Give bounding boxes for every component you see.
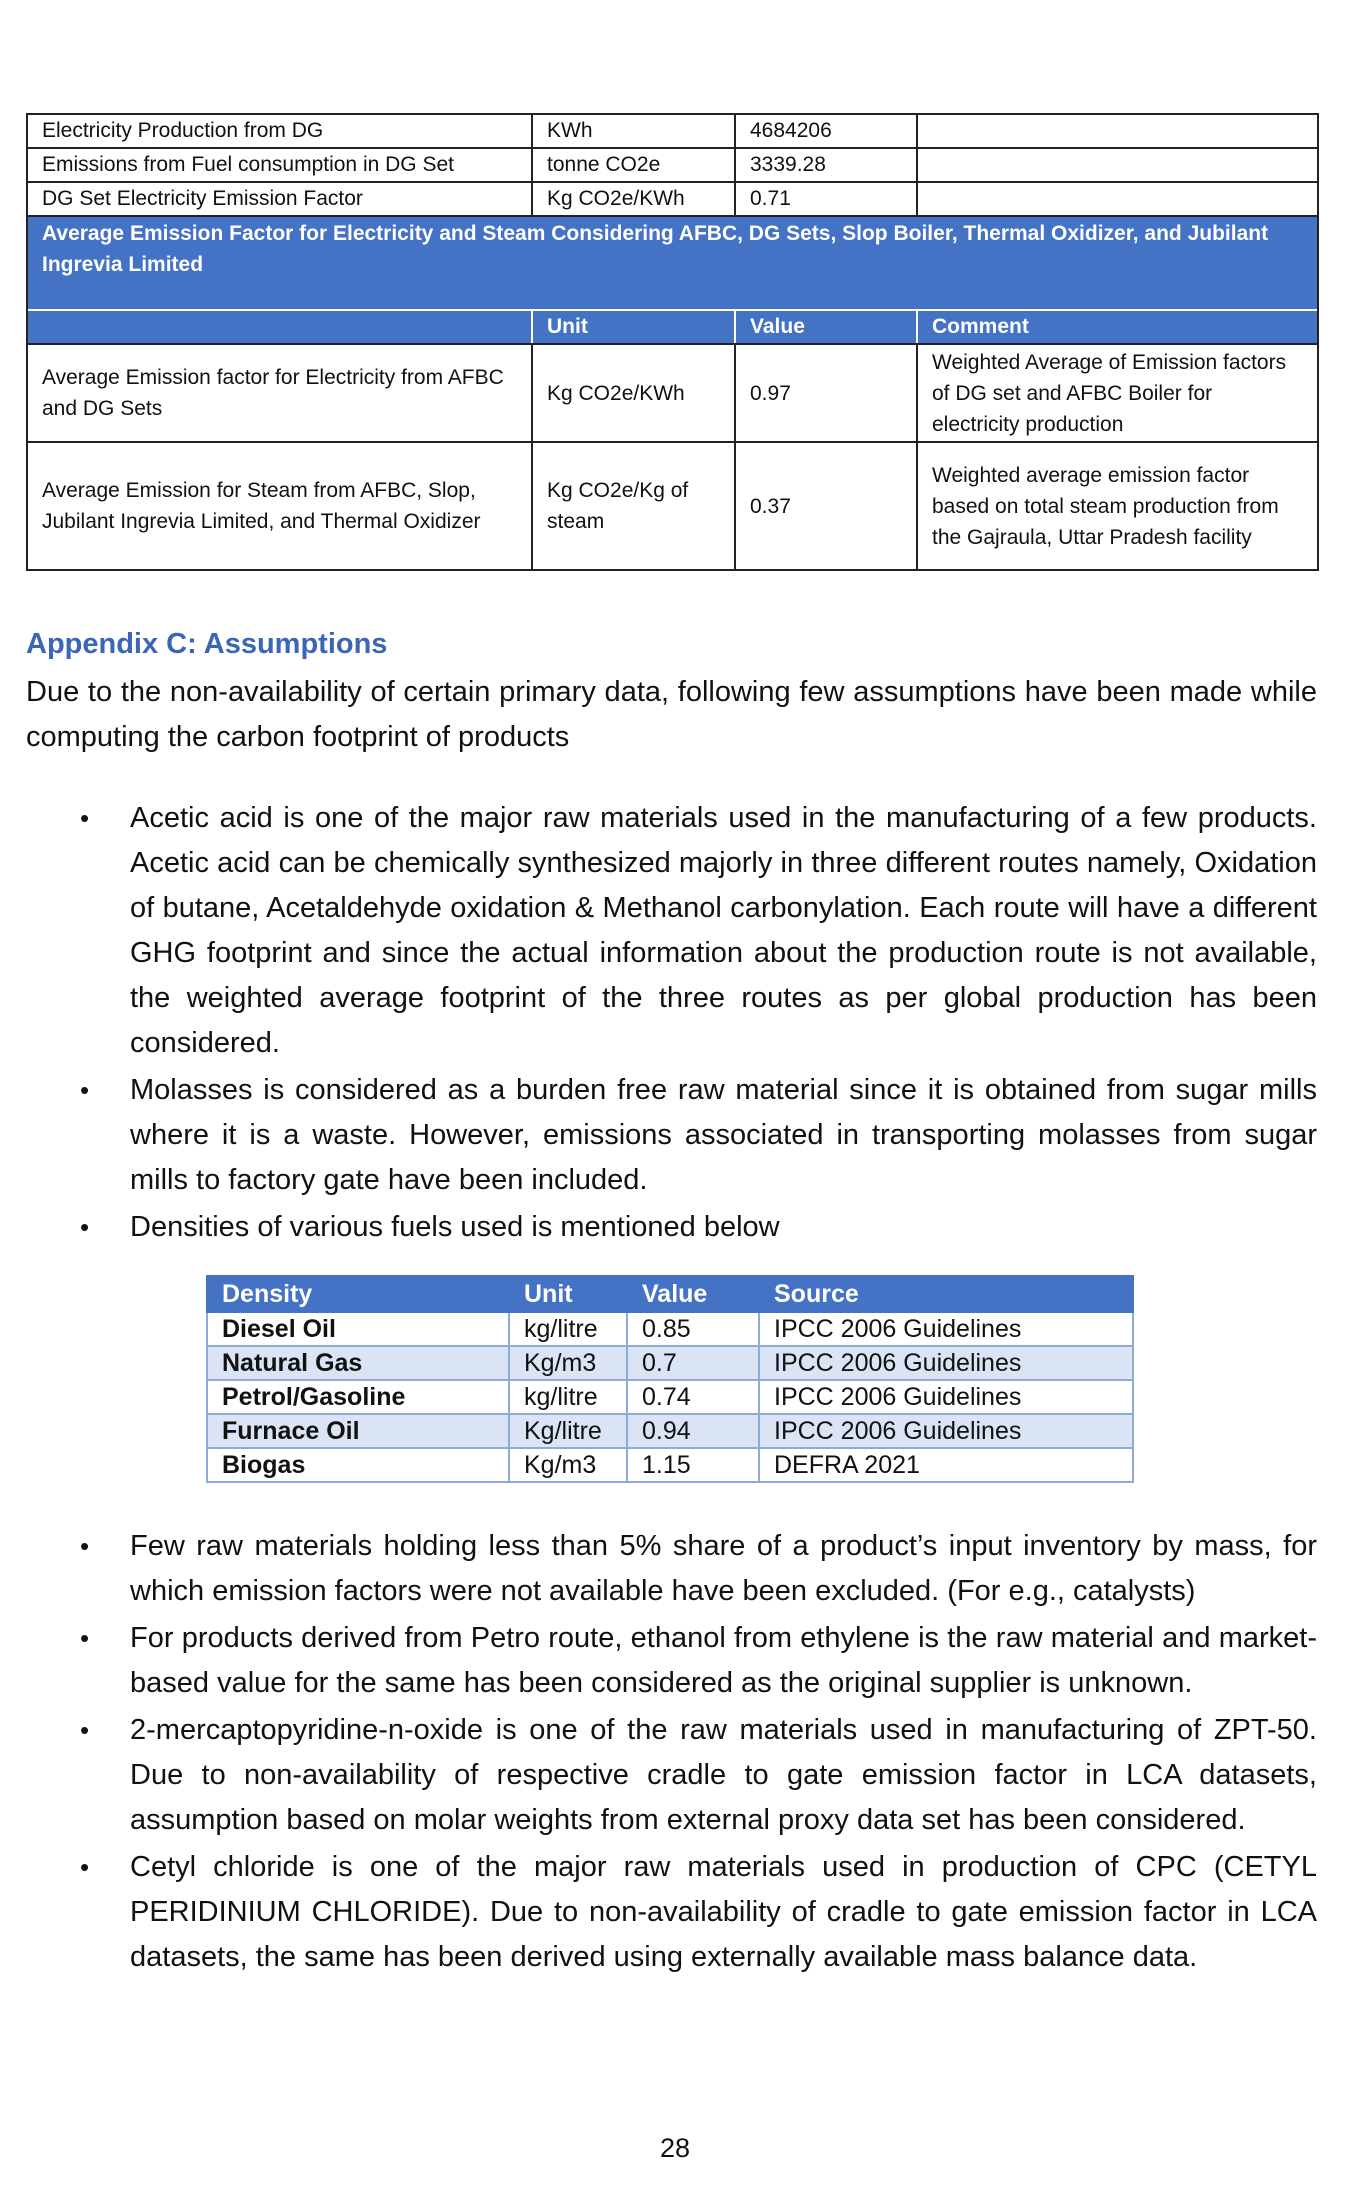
row-comment: Weighted Average of Emission factors of DG set and AFBC Boiler for electricity production [917,344,1318,442]
bullet-icon: • [80,1531,90,1561]
row-value: 0.37 [735,442,917,570]
fuel-source: DEFRA 2021 [759,1448,1133,1482]
fuel-unit: Kg/m3 [509,1346,627,1380]
row-label: Average Emission for Steam from AFBC, Slop, Jubilant Ingrevia Limited, and Thermal Oxidizer [27,442,532,570]
list-item [26,1068,1317,1203]
section-title: Average Emission Factor for Electricity and Steam Considering AFBC, DG Sets, Slop Boiler, Thermal Oxidizer, and Jubilant Ingrevia Limited [27,216,1318,310]
row-comment: Weighted average emission factor based on total steam production from the Gajraula, Uttar Pradesh facility [917,442,1318,570]
fuel-unit: kg/litre [509,1312,627,1346]
list-item-text: Acetic acid is one of the major raw materials used in the manufacturing of a few products. Acetic acid can be chemically synthesized majorly in three different routes namely, Oxidation of butane, Acetaldehyde oxidation & Methanol carbonylation. Each route will have a different GHG footprint and since the actual information about the production route is not available, the weighted average footprint of the three routes as per global production has been considered. [130,802,1317,1059]
row-unit: Kg CO2e/KWh [532,182,735,216]
bullet-icon: • [80,803,90,833]
bullet-icon: • [80,1075,90,1105]
header-value: Value [735,310,917,344]
fuel-value: 0.94 [627,1414,759,1448]
table-row [27,442,1318,570]
fuel-source: IPCC 2006 Guidelines [759,1346,1133,1380]
bullet-icon: • [80,1212,90,1242]
list-item [26,1845,1317,1980]
section-title-row [27,216,1318,310]
row-unit: Kg CO2e/KWh [532,344,735,442]
fuel-unit: kg/litre [509,1380,627,1414]
header-unit: Unit [532,310,735,344]
list-item-text: Densities of various fuels used is mentioned below [130,1211,780,1243]
row-value: 4684206 [735,114,917,148]
row-unit: tonne CO2e [532,148,735,182]
list-item [26,1524,1317,1614]
row-value: 3339.28 [735,148,917,182]
list-item-text: For products derived from Petro route, ethanol from ethylene is the raw material and market-based value for the same has been considered as the original supplier is unknown. [130,1622,1317,1699]
row-comment [917,148,1318,182]
table-row [27,148,1318,182]
row-label: Electricity Production from DG [27,114,532,148]
fuel-name: Natural Gas [207,1346,509,1380]
fuel-value: 0.85 [627,1312,759,1346]
fuel-unit: Kg/m3 [509,1448,627,1482]
density-header-row [207,1276,1133,1312]
header-value: Value [627,1276,759,1312]
table-row [27,344,1318,442]
header-comment: Comment [917,310,1318,344]
fuel-source: IPCC 2006 Guidelines [759,1380,1133,1414]
fuel-unit: Kg/litre [509,1414,627,1448]
fuel-name: Petrol/Gasoline [207,1380,509,1414]
table-row [207,1346,1133,1380]
list-item-text: Few raw materials holding less than 5% share of a product’s input inventory by mass, for which emission factors were not available have been excluded. (For e.g., catalysts) [130,1530,1317,1607]
table-row [27,114,1318,148]
fuel-value: 1.15 [627,1448,759,1482]
appendix-intro: Due to the non-availability of certain primary data, following few assumptions have been made while computing the carbon footprint of products [26,676,1317,753]
row-comment [917,182,1318,216]
table-row [207,1448,1133,1482]
fuel-value: 0.7 [627,1346,759,1380]
density-table [206,1275,1134,1483]
table-row [207,1380,1133,1414]
table-row [207,1414,1133,1448]
row-comment [917,114,1318,148]
list-item [26,1708,1317,1843]
list-item [26,796,1317,1066]
appendix-heading: Appendix C: Assumptions [26,628,388,660]
list-item [26,1205,1317,1250]
list-item-text: Cetyl chloride is one of the major raw materials used in production of CPC (CETYL PERIDINIUM CHLORIDE). Due to non-availability of cradle to gate emission factor in LCA datasets, the same has been derived using externally available mass balance data. [130,1851,1317,1973]
list-item-text: 2-mercaptopyridine-n-oxide is one of the raw materials used in manufacturing of ZPT-50. Due to non-availability of respective cradle to gate emission factor in LCA datasets, assumption based on molar weights from external proxy data set has been considered. [130,1714,1317,1836]
table-row [27,182,1318,216]
assumptions-list-continued [26,1524,1317,1982]
row-unit: KWh [532,114,735,148]
header-unit: Unit [509,1276,627,1312]
fuel-value: 0.74 [627,1380,759,1414]
bullet-icon: • [80,1623,90,1653]
fuel-name: Furnace Oil [207,1414,509,1448]
assumptions-list [26,796,1317,1252]
bullet-icon: • [80,1852,90,1882]
row-value: 0.97 [735,344,917,442]
fuel-name: Diesel Oil [207,1312,509,1346]
row-value: 0.71 [735,182,917,216]
header-source: Source [759,1276,1133,1312]
bullet-icon: • [80,1715,90,1745]
table-row [207,1312,1133,1346]
list-item [26,1616,1317,1706]
fuel-source: IPCC 2006 Guidelines [759,1312,1133,1346]
header-density: Density [207,1276,509,1312]
row-label: Emissions from Fuel consumption in DG Set [27,148,532,182]
row-label: Average Emission factor for Electricity from AFBC and DG Sets [27,344,532,442]
header-label [27,310,532,344]
header-row [27,310,1318,344]
list-item-text: Molasses is considered as a burden free raw material since it is obtained from sugar mills where it is a waste. However, emissions associated in transporting molasses from sugar mills to factory gate have been included. [130,1074,1317,1196]
row-label: DG Set Electricity Emission Factor [27,182,532,216]
page-number: 28 [659,2133,691,2163]
fuel-name: Biogas [207,1448,509,1482]
fuel-source: IPCC 2006 Guidelines [759,1414,1133,1448]
row-unit: Kg CO2e/Kg of steam [532,442,735,570]
emission-factor-table [26,113,1319,571]
